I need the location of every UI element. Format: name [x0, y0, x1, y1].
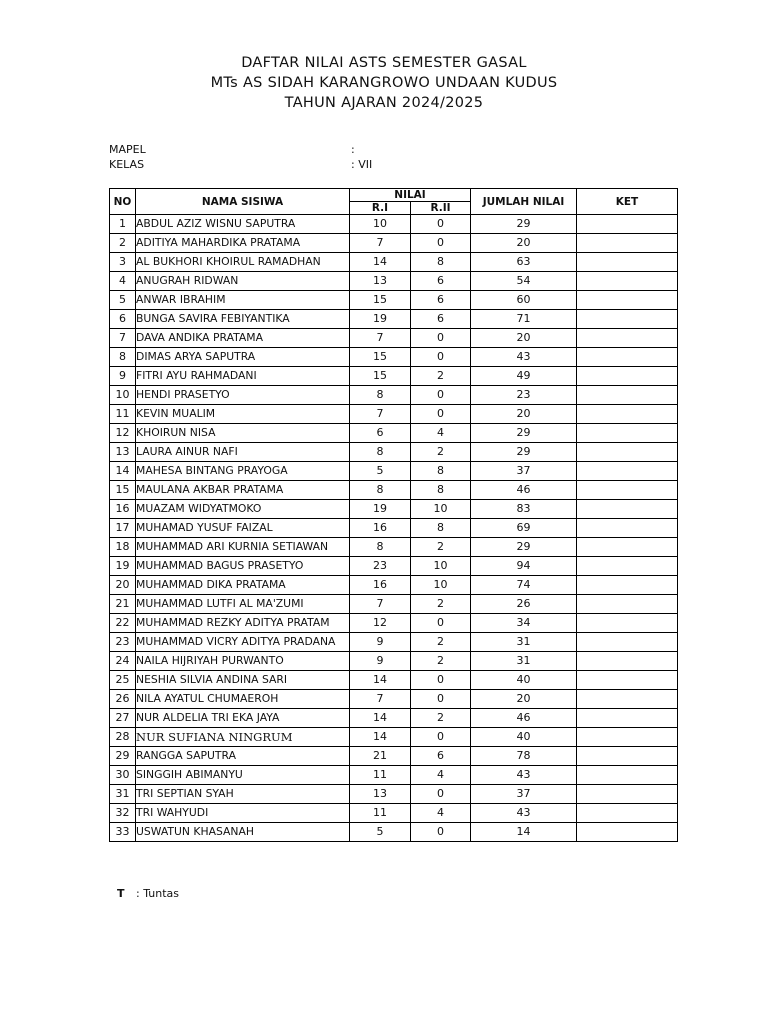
table-row — [110, 234, 678, 253]
score-r1-cell: 7 — [350, 595, 411, 614]
table-row — [110, 329, 678, 348]
total-score-cell: 14 — [471, 823, 577, 842]
row-number-cell: 29 — [110, 747, 136, 766]
student-name-cell: NESHIA SILVIA ANDINA SARI — [136, 671, 350, 690]
row-number-cell: 14 — [110, 462, 136, 481]
score-r1-cell: 9 — [350, 652, 411, 671]
table-row — [110, 804, 678, 823]
score-r1-cell: 11 — [350, 766, 411, 785]
student-name-cell: TRI SEPTIAN SYAH — [136, 785, 350, 804]
student-name-cell: BUNGA SAVIRA FEBIYANTIKA — [136, 310, 350, 329]
total-score-cell: 29 — [471, 443, 577, 462]
table-row — [110, 462, 678, 481]
total-score-cell: 20 — [471, 234, 577, 253]
grades-table — [109, 188, 678, 842]
remarks-cell — [577, 424, 678, 443]
score-r2-cell: 6 — [411, 747, 471, 766]
score-r1-cell: 6 — [350, 424, 411, 443]
score-r2-cell: 0 — [411, 823, 471, 842]
score-r2-cell: 2 — [411, 595, 471, 614]
column-header-no: NO — [110, 189, 136, 215]
total-score-cell: 43 — [471, 804, 577, 823]
score-r1-cell: 11 — [350, 804, 411, 823]
table-row — [110, 500, 678, 519]
table-row — [110, 310, 678, 329]
row-number-cell: 12 — [110, 424, 136, 443]
student-name-cell: MUHAMAD YUSUF FAIZAL — [136, 519, 350, 538]
row-number-cell: 4 — [110, 272, 136, 291]
table-row — [110, 785, 678, 804]
total-score-cell: 71 — [471, 310, 577, 329]
row-number-cell: 22 — [110, 614, 136, 633]
student-name-cell: MUHAMMAD REZKY ADITYA PRATAM — [136, 614, 350, 633]
total-score-cell: 20 — [471, 690, 577, 709]
score-r1-cell: 8 — [350, 481, 411, 500]
table-row — [110, 291, 678, 310]
remarks-cell — [577, 519, 678, 538]
row-number-cell: 17 — [110, 519, 136, 538]
remarks-cell — [577, 272, 678, 291]
student-name-cell: MUAZAM WIDYATMOKO — [136, 500, 350, 519]
table-row — [110, 652, 678, 671]
table-row — [110, 576, 678, 595]
student-name-cell: MUHAMMAD ARI KURNIA SETIAWAN — [136, 538, 350, 557]
score-r2-cell: 0 — [411, 215, 471, 234]
score-r2-cell: 10 — [411, 500, 471, 519]
table-row — [110, 367, 678, 386]
row-number-cell: 1 — [110, 215, 136, 234]
remarks-cell — [577, 576, 678, 595]
score-r1-cell: 23 — [350, 557, 411, 576]
kelas-label: KELAS — [109, 158, 145, 171]
total-score-cell: 49 — [471, 367, 577, 386]
total-score-cell: 34 — [471, 614, 577, 633]
score-r1-cell: 13 — [350, 785, 411, 804]
mapel-value: : — [351, 143, 355, 156]
row-number-cell: 2 — [110, 234, 136, 253]
row-number-cell: 11 — [110, 405, 136, 424]
score-r2-cell: 8 — [411, 462, 471, 481]
score-r2-cell: 0 — [411, 386, 471, 405]
remarks-cell — [577, 215, 678, 234]
score-r1-cell: 19 — [350, 310, 411, 329]
row-number-cell: 31 — [110, 785, 136, 804]
remarks-cell — [577, 557, 678, 576]
total-score-cell: 74 — [471, 576, 577, 595]
score-r1-cell: 7 — [350, 329, 411, 348]
total-score-cell: 37 — [471, 462, 577, 481]
remarks-cell — [577, 367, 678, 386]
score-r2-cell: 4 — [411, 804, 471, 823]
table-row — [110, 405, 678, 424]
total-score-cell: 31 — [471, 652, 577, 671]
student-name-cell: MAHESA BINTANG PRAYOGA — [136, 462, 350, 481]
legend-text: : Tuntas — [136, 887, 179, 900]
remarks-cell — [577, 671, 678, 690]
score-r2-cell: 2 — [411, 652, 471, 671]
total-score-cell: 63 — [471, 253, 577, 272]
score-r2-cell: 0 — [411, 405, 471, 424]
table-row — [110, 424, 678, 443]
score-r1-cell: 8 — [350, 386, 411, 405]
total-score-cell: 23 — [471, 386, 577, 405]
total-score-cell: 43 — [471, 348, 577, 367]
score-r1-cell: 8 — [350, 538, 411, 557]
remarks-cell — [577, 538, 678, 557]
total-score-cell: 20 — [471, 405, 577, 424]
remarks-cell — [577, 614, 678, 633]
remarks-cell — [577, 747, 678, 766]
score-r2-cell: 2 — [411, 367, 471, 386]
remarks-cell — [577, 405, 678, 424]
remarks-cell — [577, 234, 678, 253]
score-r1-cell: 10 — [350, 215, 411, 234]
total-score-cell: 46 — [471, 709, 577, 728]
score-r2-cell: 8 — [411, 253, 471, 272]
total-score-cell: 40 — [471, 728, 577, 747]
row-number-cell: 3 — [110, 253, 136, 272]
score-r1-cell: 7 — [350, 690, 411, 709]
row-number-cell: 28 — [110, 728, 136, 747]
score-r1-cell: 15 — [350, 367, 411, 386]
table-row — [110, 595, 678, 614]
score-r1-cell: 14 — [350, 728, 411, 747]
row-number-cell: 24 — [110, 652, 136, 671]
table-row — [110, 253, 678, 272]
document-title: DAFTAR NILAI ASTS SEMESTER GASAL — [241, 55, 527, 71]
student-name-cell: MUHAMMAD VICRY ADITYA PRADANA — [136, 633, 350, 652]
remarks-cell — [577, 329, 678, 348]
score-r2-cell: 0 — [411, 348, 471, 367]
student-name-cell: SINGGIH ABIMANYU — [136, 766, 350, 785]
score-r2-cell: 0 — [411, 329, 471, 348]
row-number-cell: 32 — [110, 804, 136, 823]
remarks-cell — [577, 709, 678, 728]
legend-key: T — [117, 887, 125, 900]
score-r1-cell: 21 — [350, 747, 411, 766]
score-r2-cell: 8 — [411, 481, 471, 500]
table-body — [110, 215, 678, 842]
table-row — [110, 671, 678, 690]
score-r1-cell: 7 — [350, 405, 411, 424]
remarks-cell — [577, 481, 678, 500]
total-score-cell: 94 — [471, 557, 577, 576]
score-r2-cell: 6 — [411, 291, 471, 310]
row-number-cell: 6 — [110, 310, 136, 329]
table-row — [110, 538, 678, 557]
total-score-cell: 29 — [471, 424, 577, 443]
score-r1-cell: 14 — [350, 709, 411, 728]
score-r2-cell: 0 — [411, 614, 471, 633]
score-r1-cell: 14 — [350, 253, 411, 272]
remarks-cell — [577, 633, 678, 652]
table-row — [110, 386, 678, 405]
remarks-cell — [577, 766, 678, 785]
total-score-cell: 78 — [471, 747, 577, 766]
table-row — [110, 443, 678, 462]
table-row — [110, 690, 678, 709]
row-number-cell: 27 — [110, 709, 136, 728]
student-name-cell: KEVIN MUALIM — [136, 405, 350, 424]
row-number-cell: 13 — [110, 443, 136, 462]
total-score-cell: 43 — [471, 766, 577, 785]
student-name-cell: MUHAMMAD LUTFI AL MA'ZUMI — [136, 595, 350, 614]
remarks-cell — [577, 253, 678, 272]
student-name-cell: DIMAS ARYA SAPUTRA — [136, 348, 350, 367]
remarks-cell — [577, 462, 678, 481]
score-r1-cell: 5 — [350, 462, 411, 481]
score-r2-cell: 10 — [411, 557, 471, 576]
student-name-cell: ABDUL AZIZ WISNU SAPUTRA — [136, 215, 350, 234]
row-number-cell: 7 — [110, 329, 136, 348]
table-row — [110, 747, 678, 766]
score-r2-cell: 4 — [411, 766, 471, 785]
student-name-cell: MAULANA AKBAR PRATAMA — [136, 481, 350, 500]
total-score-cell: 60 — [471, 291, 577, 310]
table-row — [110, 481, 678, 500]
kelas-value: : VII — [351, 158, 373, 171]
score-r1-cell: 13 — [350, 272, 411, 291]
score-r2-cell: 2 — [411, 709, 471, 728]
row-number-cell: 19 — [110, 557, 136, 576]
score-r2-cell: 0 — [411, 690, 471, 709]
student-name-cell: MUHAMMAD DIKA PRATAMA — [136, 576, 350, 595]
remarks-cell — [577, 652, 678, 671]
student-name-cell: HENDI PRASETYO — [136, 386, 350, 405]
score-r2-cell: 10 — [411, 576, 471, 595]
row-number-cell: 20 — [110, 576, 136, 595]
score-r2-cell: 8 — [411, 519, 471, 538]
remarks-cell — [577, 348, 678, 367]
total-score-cell: 54 — [471, 272, 577, 291]
student-name-cell: RANGGA SAPUTRA — [136, 747, 350, 766]
table-row — [110, 557, 678, 576]
score-r1-cell: 19 — [350, 500, 411, 519]
table-row — [110, 272, 678, 291]
column-header-nilai: NILAI — [350, 189, 471, 202]
table-row — [110, 348, 678, 367]
remarks-cell — [577, 785, 678, 804]
student-name-cell: TRI WAHYUDI — [136, 804, 350, 823]
column-header-ket: KET — [577, 189, 678, 215]
row-number-cell: 10 — [110, 386, 136, 405]
student-name-cell: FITRI AYU RAHMADANI — [136, 367, 350, 386]
row-number-cell: 16 — [110, 500, 136, 519]
table-row — [110, 633, 678, 652]
total-score-cell: 69 — [471, 519, 577, 538]
row-number-cell: 5 — [110, 291, 136, 310]
total-score-cell: 37 — [471, 785, 577, 804]
mapel-label: MAPEL — [109, 143, 146, 156]
student-name-cell: ADITIYA MAHARDIKA PRATAMA — [136, 234, 350, 253]
remarks-cell — [577, 443, 678, 462]
score-r2-cell: 6 — [411, 310, 471, 329]
score-r2-cell: 4 — [411, 424, 471, 443]
student-name-cell: NUR ALDELIA TRI EKA JAYA — [136, 709, 350, 728]
score-r1-cell: 15 — [350, 291, 411, 310]
remarks-cell — [577, 823, 678, 842]
total-score-cell: 40 — [471, 671, 577, 690]
remarks-cell — [577, 595, 678, 614]
student-name-cell: LAURA AINUR NAFI — [136, 443, 350, 462]
score-r2-cell: 0 — [411, 671, 471, 690]
student-name-cell: NAILA HIJRIYAH PURWANTO — [136, 652, 350, 671]
score-r2-cell: 6 — [411, 272, 471, 291]
student-name-cell: NILA AYATUL CHUMAEROH — [136, 690, 350, 709]
score-r2-cell: 0 — [411, 728, 471, 747]
column-header-nama: NAMA SISIWA — [136, 189, 350, 215]
score-r2-cell: 2 — [411, 633, 471, 652]
score-r1-cell: 7 — [350, 234, 411, 253]
student-name-cell: ANUGRAH RIDWAN — [136, 272, 350, 291]
remarks-cell — [577, 500, 678, 519]
total-score-cell: 29 — [471, 538, 577, 557]
row-number-cell: 30 — [110, 766, 136, 785]
column-header-r1: R.I — [350, 202, 411, 215]
remarks-cell — [577, 690, 678, 709]
score-r2-cell: 2 — [411, 443, 471, 462]
total-score-cell: 29 — [471, 215, 577, 234]
student-name-cell: KHOIRUN NISA — [136, 424, 350, 443]
table-row — [110, 614, 678, 633]
row-number-cell: 33 — [110, 823, 136, 842]
student-name-cell: DAVA ANDIKA PRATAMA — [136, 329, 350, 348]
total-score-cell: 31 — [471, 633, 577, 652]
total-score-cell: 26 — [471, 595, 577, 614]
remarks-cell — [577, 386, 678, 405]
score-r1-cell: 15 — [350, 348, 411, 367]
row-number-cell: 26 — [110, 690, 136, 709]
table-row — [110, 728, 678, 747]
student-name-cell: MUHAMMAD BAGUS PRASETYO — [136, 557, 350, 576]
score-r1-cell: 5 — [350, 823, 411, 842]
remarks-cell — [577, 310, 678, 329]
score-r2-cell: 0 — [411, 234, 471, 253]
row-number-cell: 18 — [110, 538, 136, 557]
student-name-cell: AL BUKHORI KHOIRUL RAMADHAN — [136, 253, 350, 272]
table-row — [110, 823, 678, 842]
row-number-cell: 15 — [110, 481, 136, 500]
score-r1-cell: 12 — [350, 614, 411, 633]
academic-year: TAHUN AJARAN 2024/2025 — [284, 95, 484, 111]
total-score-cell: 83 — [471, 500, 577, 519]
remarks-cell — [577, 804, 678, 823]
remarks-cell — [577, 291, 678, 310]
table-row — [110, 519, 678, 538]
row-number-cell: 8 — [110, 348, 136, 367]
column-header-r2: R.II — [411, 202, 471, 215]
student-name-cell: NUR SUFIANA NINGRUM — [136, 728, 350, 747]
remarks-cell — [577, 728, 678, 747]
table-row — [110, 766, 678, 785]
score-r1-cell: 9 — [350, 633, 411, 652]
table-row — [110, 215, 678, 234]
row-number-cell: 9 — [110, 367, 136, 386]
column-header-jumlah: JUMLAH NILAI — [471, 189, 577, 215]
row-number-cell: 25 — [110, 671, 136, 690]
row-number-cell: 21 — [110, 595, 136, 614]
score-r2-cell: 0 — [411, 785, 471, 804]
school-name: MTs AS SIDAH KARANGROWO UNDAAN KUDUS — [210, 75, 558, 91]
score-r1-cell: 14 — [350, 671, 411, 690]
score-r1-cell: 16 — [350, 519, 411, 538]
table-row — [110, 709, 678, 728]
total-score-cell: 20 — [471, 329, 577, 348]
student-name-cell: USWATUN KHASANAH — [136, 823, 350, 842]
score-r1-cell: 16 — [350, 576, 411, 595]
total-score-cell: 46 — [471, 481, 577, 500]
student-name-cell: ANWAR IBRAHIM — [136, 291, 350, 310]
row-number-cell: 23 — [110, 633, 136, 652]
score-r1-cell: 8 — [350, 443, 411, 462]
score-r2-cell: 2 — [411, 538, 471, 557]
